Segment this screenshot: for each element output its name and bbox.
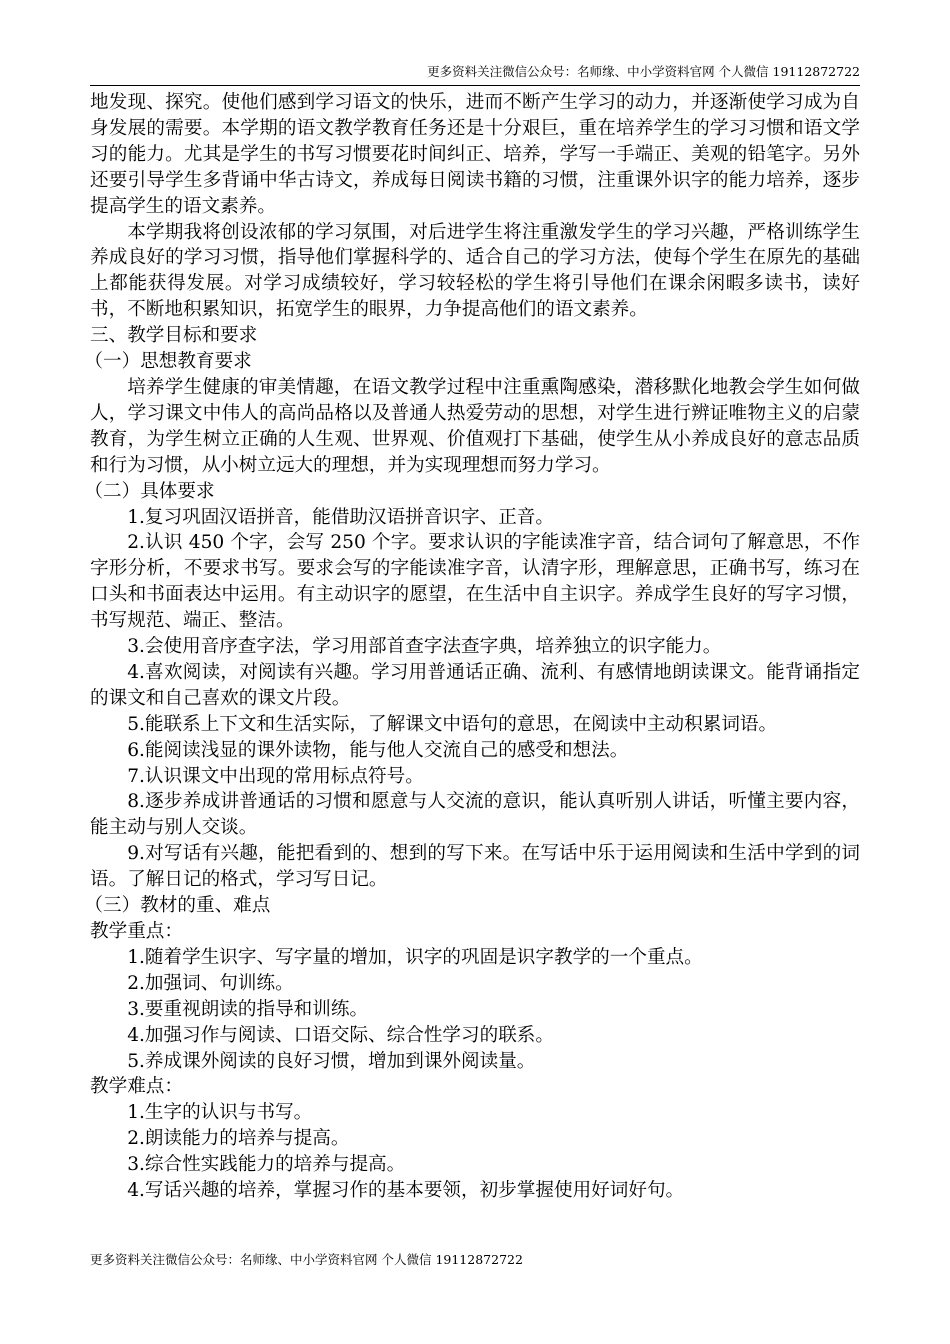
requirement-item: 7.认识课文中出现的常用标点符号。 xyxy=(127,765,424,787)
subsection-title-ideology: （一）思想教育要求 xyxy=(84,351,252,373)
requirement-item: 2.认识 450 个字，会写 250 个字。要求认识的字能读准字音，结合词句了解意思，不作字形分析，不要求书写。要求会写的字能读准字音，认清字形，理解意思，正确书写，练习在口头和书面表达中运用。有主动识字的愿望，在生活中自主识字。养成学生良好的写字习惯，书写规范、端正、整洁。 xyxy=(90,532,860,632)
key-point-item: 1.随着学生识字、写字量的增加，识字的巩固是识字教学的一个重点。 xyxy=(127,946,703,968)
page-footer: 更多资料关注微信公众号：名师缘、中小学资料官网 个人微信 19112872722 xyxy=(90,1252,523,1267)
requirement-item: 1.复习巩固汉语拼音，能借助汉语拼音识字、正音。 xyxy=(127,506,554,528)
paragraph-atmosphere: 本学期我将创设浓郁的学习氛围，对后进学生将注重激发学生的学习兴趣，严格训练学生养成良好的学习习惯，指导他们掌握科学的、适合自己的学习方法，使每个学生在原先的基础上都能获得发展。对学习成绩较好，学习较轻松的学生将引导他们在课余闲暇多读书，读好书，不断地积累知识，拓宽学生的眼界，力争提高他们的语文素养。 xyxy=(90,221,860,321)
difficulty-item: 2.朗读能力的培养与提高。 xyxy=(127,1128,350,1150)
requirement-item: 5.能联系上下文和生活实际，了解课文中语句的意思，在阅读中主动积累词语。 xyxy=(127,713,778,735)
difficulty-item: 1.生字的认识与书写。 xyxy=(127,1102,313,1124)
paragraph-ideology: 培养学生健康的审美情趣，在语文教学过程中注重熏陶感染，潜移默化地教会学生如何做人，学习课文中伟人的高尚品格以及普通人热爱劳动的思想，对学生进行辨证唯物主义的启蒙教育，为学生树立正确的人生观、世界观、价值观打下基础，使学生从小养成良好的意志品质和行为习惯，从小树立远大的理想，并为实现理想而努力学习。 xyxy=(90,376,860,476)
difficulties-label: 教学难点： xyxy=(90,1076,183,1098)
key-point-item: 3.要重视朗读的指导和训练。 xyxy=(127,998,369,1020)
requirement-item: 8.逐步养成讲普通话的习惯和愿意与人交流的意识，能认真听别人讲话，听懂主要内容，能主动与别人交谈。 xyxy=(90,791,860,839)
key-point-item: 5.养成课外阅读的良好习惯，增加到课外阅读量。 xyxy=(127,1050,536,1072)
subsection-title-key-points: （三）教材的重、难点 xyxy=(84,895,271,917)
requirement-item: 6.能阅读浅显的课外读物，能与他人交流自己的感受和想法。 xyxy=(127,739,629,761)
header-divider xyxy=(90,85,860,86)
section-title-goals: 三、教学目标和要求 xyxy=(90,325,258,347)
page-header: 更多资料关注微信公众号：名师缘、中小学资料官网 个人微信 19112872722 xyxy=(427,64,860,79)
difficulty-item: 3.综合性实践能力的培养与提高。 xyxy=(127,1154,406,1176)
document-body xyxy=(84,90,860,1204)
requirement-item: 9.对写话有兴趣，能把看到的、想到的写下来。在写话中乐于运用阅读和生活中学到的词语。了解日记的格式，学习写日记。 xyxy=(90,843,860,891)
requirement-item: 3.会使用音序查字法，学习用部首查字法查字典，培养独立的识字能力。 xyxy=(127,636,722,658)
key-point-item: 2.加强词、句训练。 xyxy=(127,972,294,994)
requirement-item: 4.喜欢阅读，对阅读有兴趣。学习用普通话正确、流利、有感情地朗读课文。能背诵指定的课文和自己喜欢的课文片段。 xyxy=(90,661,860,709)
subsection-title-requirements: （二）具体要求 xyxy=(84,480,215,502)
paragraph-continued: 地发现、探究。使他们感到学习语文的快乐，进而不断产生学习的动力，并逐渐使学习成为自身发展的需要。本学期的语文教学教育任务还是十分艰巨，重在培养学生的学习习惯和语文学习的能力。尤其是学生的书写习惯要花时间纠正、培养，学写一手端正、美观的铅笔字。另外还要引导学生多背诵中华古诗文，养成每日阅读书籍的习惯，注重课外识字的能力培养，逐步提高学生的语文素养。 xyxy=(90,92,860,217)
difficulty-item: 4.写话兴趣的培养，掌握习作的基本要领，初步掌握使用好词好句。 xyxy=(127,1180,685,1202)
key-points-label: 教学重点： xyxy=(90,921,183,942)
key-point-item: 4.加强习作与阅读、口语交际、综合性学习的联系。 xyxy=(127,1024,554,1046)
